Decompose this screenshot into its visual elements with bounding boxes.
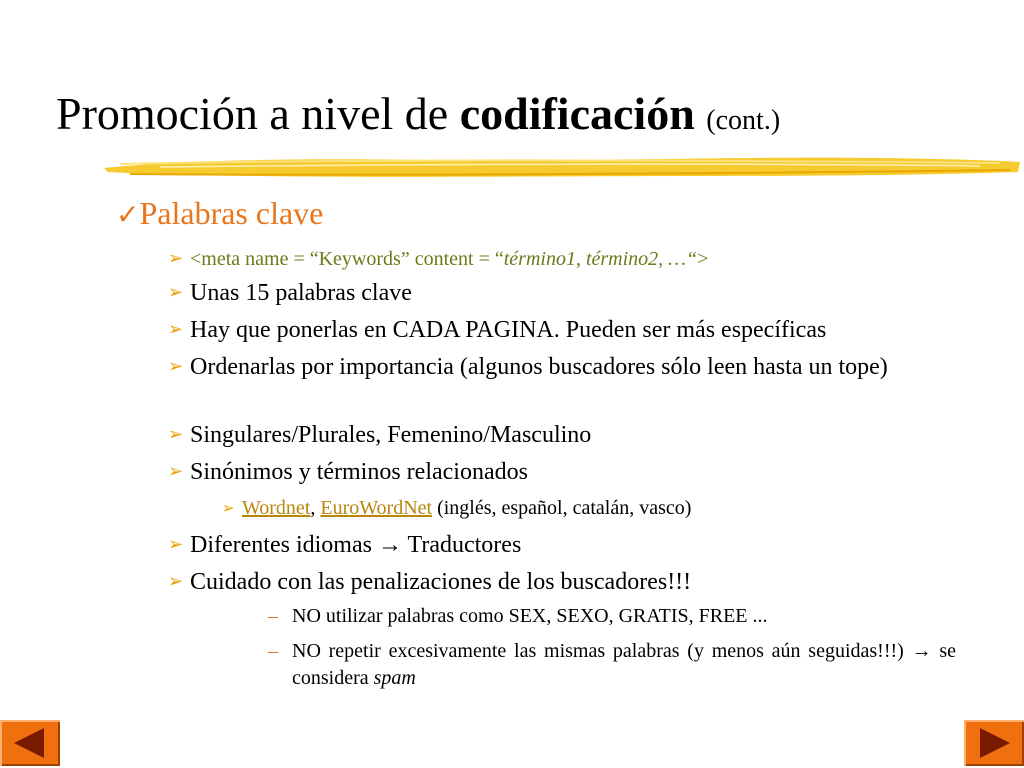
item-text: NO repetir excesivamente las mismas palabras (y menos aún seguidas!!!) → se considera xyxy=(292,640,956,689)
list-item-penalties xyxy=(168,567,960,597)
spam-italic: spam xyxy=(373,667,416,689)
wordnet-link[interactable]: Wordnet xyxy=(242,497,311,519)
list-item-singular xyxy=(168,420,960,450)
list-item-order xyxy=(168,352,962,382)
item-text: Diferentes idiomas → Traductores xyxy=(190,532,522,558)
item-text: Hay que ponerlas en CADA PAGINA. Pueden ser más específicas xyxy=(190,317,827,343)
item-text: NO utilizar palabras como SEX, SEXO, GRATIS, FREE ... xyxy=(292,605,768,627)
list-item-languages xyxy=(168,530,960,560)
meta-suffix: > xyxy=(697,248,709,270)
arrow-bullet-icon: ➢ xyxy=(168,319,184,340)
item-text: Cuidado con las penalizaciones de los buscadores!!! xyxy=(190,569,692,595)
list-item-each-page xyxy=(168,315,960,345)
title-bold-text: codificación xyxy=(459,88,695,139)
wordnet-rest: (inglés, español, catalán, vasco) xyxy=(432,497,692,519)
list-item-meta xyxy=(168,244,960,274)
item-text: Ordenarlas por importancia (algunos buscadores sólo leen hasta un tope) xyxy=(190,354,888,380)
arrow-bullet-icon: ➢ xyxy=(168,248,184,269)
arrow-bullet-icon: ➢ xyxy=(168,534,184,555)
arrow-bullet-icon: ➢ xyxy=(168,282,184,303)
list-subitem-wordnet xyxy=(222,495,962,522)
item-text: Unas 15 palabras clave xyxy=(190,280,412,306)
meta-prefix: <meta name = “Keywords” content = “ xyxy=(190,248,504,270)
list-item-synonyms xyxy=(168,457,960,487)
list-item-count xyxy=(168,278,960,308)
section-label: Palabras clave xyxy=(139,195,324,231)
arrow-bullet-icon: ➢ xyxy=(168,356,184,377)
item-text: Singulares/Plurales, Femenino/Masculino xyxy=(190,422,592,448)
dash-bullet-icon: – xyxy=(268,605,278,627)
list-subitem-no-repeat xyxy=(268,638,956,692)
triangle-left-icon xyxy=(0,720,60,766)
list-subitem-no-words xyxy=(268,603,956,630)
title-cont: (cont.) xyxy=(706,105,781,136)
dash-bullet-icon: – xyxy=(268,640,278,662)
arrow-bullet-icon: ➢ xyxy=(168,424,184,445)
meta-italic: término1, término2, …“ xyxy=(503,248,698,270)
item-text: Sinónimos y términos relacionados xyxy=(190,459,528,485)
next-slide-button[interactable] xyxy=(964,720,1024,766)
arrow-bullet-icon: ➢ xyxy=(222,499,235,517)
arrow-bullet-icon: ➢ xyxy=(168,571,184,592)
separator: , xyxy=(310,497,321,519)
arrow-bullet-icon: ➢ xyxy=(168,461,184,482)
eurowordnet-link[interactable]: EuroWordNet xyxy=(320,497,433,519)
previous-slide-button[interactable] xyxy=(0,720,60,766)
triangle-right-icon xyxy=(964,720,1024,766)
section-heading xyxy=(116,192,323,236)
checkmark-icon: ✓ xyxy=(116,198,140,231)
title-text: Promoción a nivel de xyxy=(56,88,460,139)
